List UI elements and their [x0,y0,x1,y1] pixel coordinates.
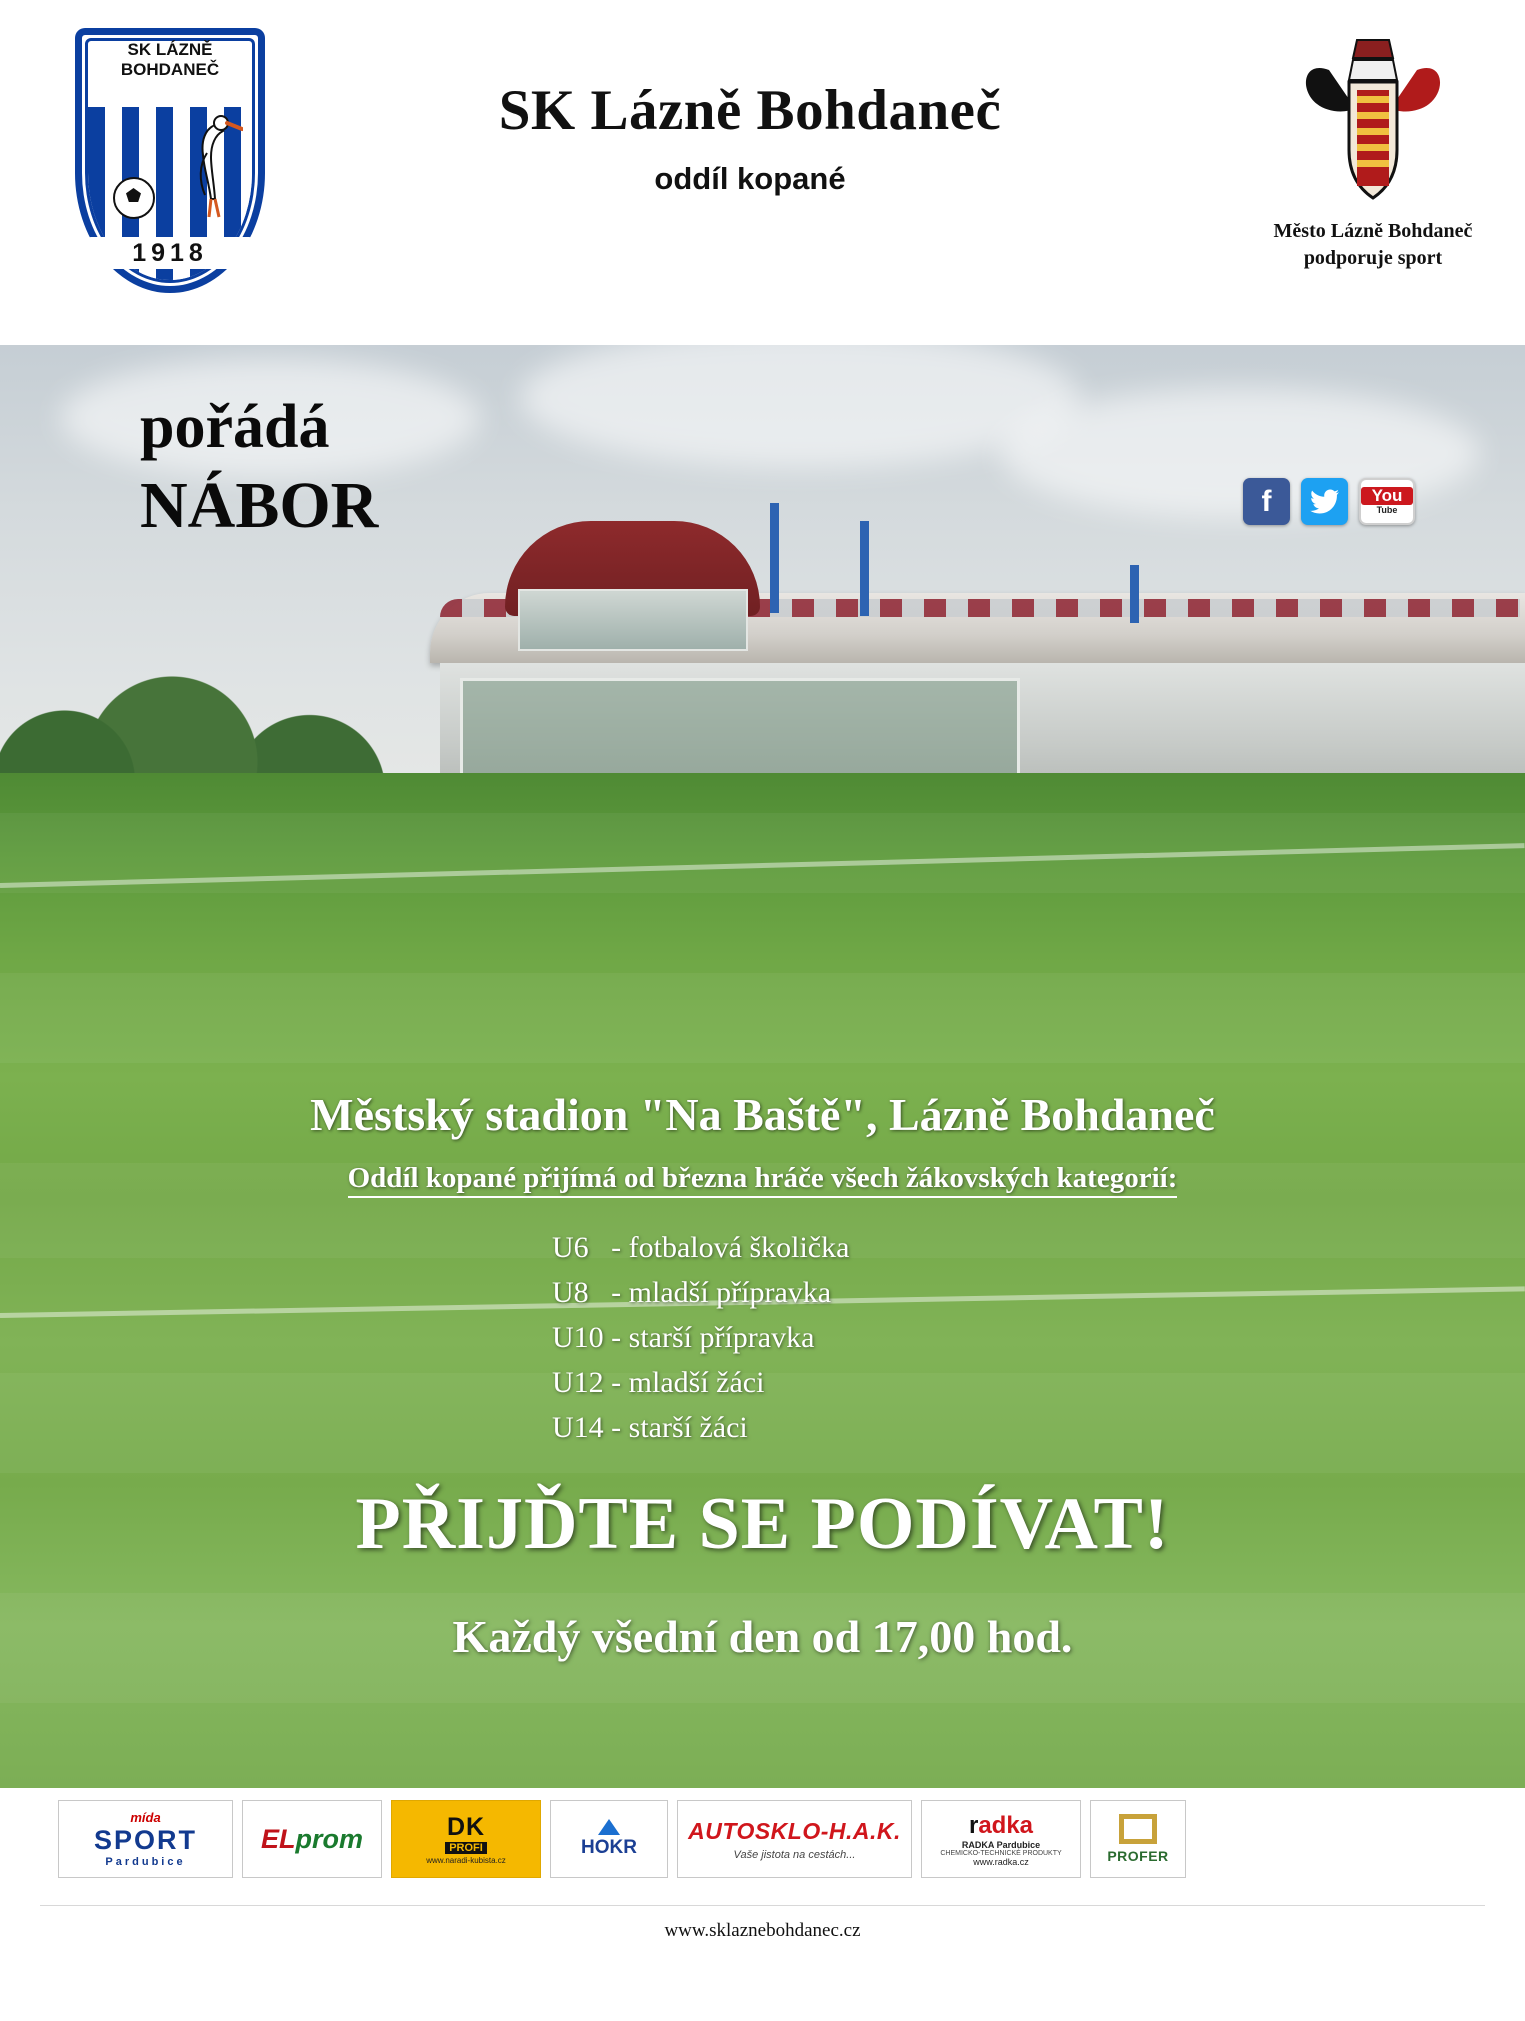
stand-windows [460,678,1020,783]
autosklo-slogan: Vaše jistota na cestách... [733,1848,856,1861]
autosklo-wordmark: AUTOSKLO-H.A.K. [688,1817,901,1844]
mida-sport-line2: SPORT [93,1825,197,1855]
stork-icon [185,113,243,223]
town-arms-caption-line1: Město Lázně Bohdaneč [1273,220,1473,242]
organizes-line-2: NÁBOR [140,468,379,542]
cloud [520,328,1080,468]
sponsor-logo-elprom[interactable] [242,1800,382,1878]
radka-adka: adka [978,1811,1034,1839]
sponsor-logo-mida-sport[interactable] [58,1800,233,1878]
elprom-wordmark [261,1824,363,1855]
organizes-block [140,390,378,546]
radka-url: www.radka.cz [973,1856,1029,1867]
category-item: U8 - mladší přípravka [552,1276,832,1309]
crest-year: 1918 [87,237,253,269]
call-to-action: PŘIJĎTE SE PODÍVAT! [355,1483,1170,1565]
hokr-wordmark: HOKR [581,1837,637,1858]
sponsor-logo-dk-profi[interactable] [391,1800,541,1878]
profer-wordmark: PROFER [1107,1848,1169,1864]
radka-line2: RADKA Pardubice [961,1839,1041,1850]
recruit-text [0,1162,1525,1195]
town-coat-of-arms [1273,30,1473,272]
town-arms-caption [1273,218,1473,272]
dk-profi-line2: PROFI [445,1842,487,1854]
twitter-bird-glyph [1310,489,1340,515]
crest-club-name [75,40,265,79]
sponsor-logo-profer[interactable] [1090,1800,1186,1878]
mida-sport-line3: Pardubice [105,1856,186,1868]
crest-line-2: BOHDANEČ [120,59,220,79]
twitter-icon[interactable] [1301,478,1348,525]
radka-r: r [968,1811,979,1839]
footer-divider [40,1905,1485,1906]
sponsor-logo-hokr[interactable] [550,1800,668,1878]
youtube-icon[interactable] [1359,478,1415,525]
organizes-line-1: pořádá [140,393,330,461]
elprom-prom: prom [295,1823,363,1854]
youtube-top-label: You [1361,487,1413,505]
poster-header [0,0,1525,345]
club-crest [75,28,265,293]
social-links[interactable] [1243,478,1415,525]
youtube-bottom-label: Tube [1376,505,1398,515]
grass-stripe [0,973,1525,1063]
stand-dome-glass [518,589,748,651]
category-item: U12 - mladší žáci [552,1366,765,1399]
dk-profi-url: www.naradi-kubista.cz [426,1856,506,1865]
category-item: U14 - starší žáci [552,1411,748,1444]
sponsor-strip [58,1800,1298,1878]
stadium-name: Městský stadion "Na Baště", Lázně Bohdaneč [310,1089,1215,1140]
sponsor-logo-radka[interactable] [921,1800,1081,1878]
opening-time: Každý všední den od 17,00 hod. [452,1611,1073,1662]
crest-line-1: SK LÁZNĚ [127,40,213,59]
mida-sport-line1: mída [130,1810,161,1825]
radka-line3: CHEMICKO-TECHNICKÉ PRODUKTY [940,1849,1062,1857]
recruit-text-underlined: Oddíl kopané přijímá od března hráče všech žákovských kategorií: [348,1162,1178,1198]
footer-website[interactable]: www.sklaznebohdanec.cz [664,1920,861,1941]
sponsor-logo-autosklo-hak[interactable] [677,1800,912,1878]
coat-of-arms-icon [1293,30,1453,210]
facebook-glyph: f [1261,484,1272,518]
mast [860,521,869,616]
football-icon [113,177,155,219]
up-arrow-icon [598,1819,620,1835]
town-arms-caption-line2: podporuje sport [1303,247,1443,269]
page-title: SK Lázně Bohdaneč [498,79,1002,142]
frame-icon [1119,1814,1157,1844]
category-item: U10 - starší přípravka [552,1321,815,1354]
elprom-el: EL [260,1823,296,1854]
dk-profi-line1: DK [446,1813,486,1841]
header-title-block [300,80,1200,197]
page-subtitle: oddíl kopané [654,160,846,196]
mast [1130,565,1139,623]
category-list [552,1225,849,1450]
category-item: U6 - fotbalová školička [552,1231,850,1264]
radka-wordmark [969,1812,1033,1840]
facebook-icon[interactable] [1243,478,1290,525]
mast [770,503,779,613]
